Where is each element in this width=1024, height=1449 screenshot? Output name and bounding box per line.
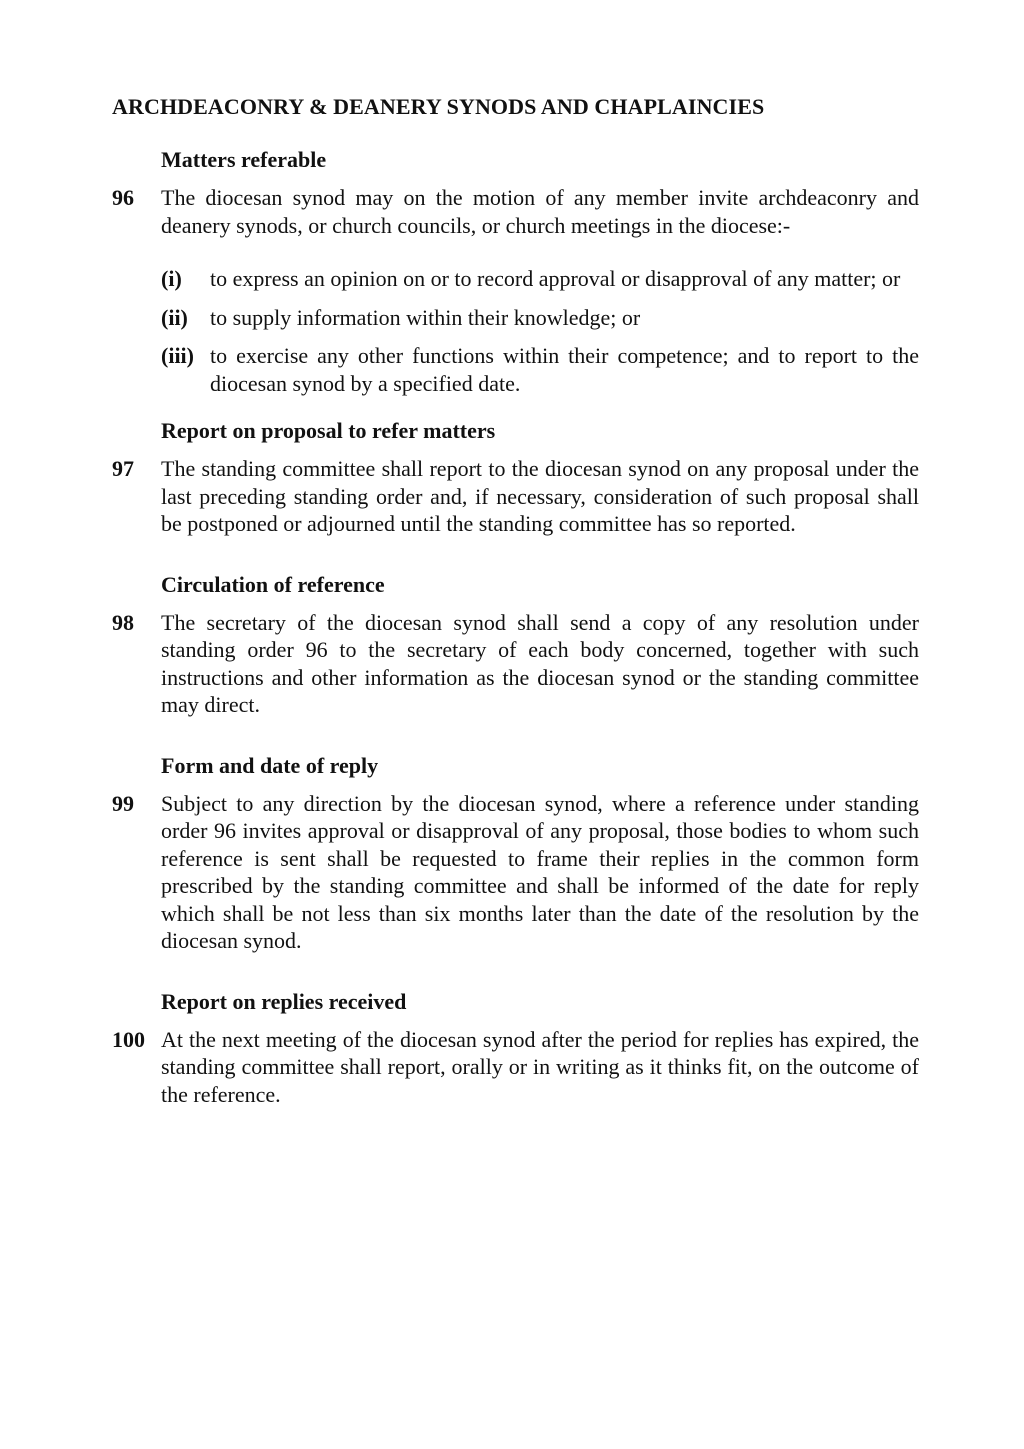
clause-number: 99 <box>112 790 134 816</box>
clause-text: Subject to any direction by the diocesan synod, where a reference under standing order 96 invites approval or disapproval of any proposal, those bodies to whom such reference is sent shall be requested to frame their replies in the common form prescribed by the standing committee and shall be informed of the date for reply which shall be not less than six months later than the date of the resolution by the diocesan synod. <box>161 790 919 953</box>
list-item-label: (i) <box>161 266 182 291</box>
clause <box>112 184 919 239</box>
standing-order-96 <box>112 146 919 397</box>
section-heading: Circulation of reference <box>161 571 385 597</box>
clause <box>112 1026 919 1109</box>
document-page <box>112 93 919 1108</box>
standing-order-100 <box>112 988 919 1109</box>
section-heading: Report on replies received <box>161 988 407 1014</box>
section-heading: Report on proposal to refer matters <box>161 418 496 443</box>
list-item-text: to supply information within their knowledge; or <box>210 304 641 330</box>
list-item <box>161 342 919 397</box>
list-item <box>161 265 919 293</box>
standing-order-98 <box>112 571 919 719</box>
clause <box>112 790 919 955</box>
clause-number: 96 <box>112 185 134 210</box>
standing-order-99 <box>112 752 919 955</box>
clause-text: The secretary of the diocesan synod shall send a copy of any resolution under standing order 96 to the secretary of each body concerned, together with such instructions and other information as the diocesan synod or the standing committee may direct. <box>161 609 919 717</box>
section-heading: Form and date of reply <box>161 752 379 778</box>
standing-order-97 <box>112 417 919 538</box>
clause-number: 97 <box>112 456 134 481</box>
clause-text: The diocesan synod may on the motion of any member invite archdeaconry and deanery synods, or church councils, or church meetings in the diocese:- <box>161 185 919 238</box>
clause-number: 98 <box>112 609 134 635</box>
clause-text: At the next meeting of the diocesan synod after the period for replies has expired, the standing committee shall report, orally or in writing as it thinks fit, on the outcome of the reference. <box>161 1026 919 1107</box>
clause <box>112 455 919 538</box>
list-item-label: (iii) <box>161 343 194 368</box>
section-heading: Matters referable <box>161 147 327 172</box>
clause-sublist <box>161 265 919 397</box>
document-title: ARCHDEACONRY & DEANERY SYNODS AND CHAPLAINCIES <box>112 94 765 119</box>
list-item-label: (ii) <box>161 304 188 330</box>
clause <box>112 609 919 719</box>
clause-number: 100 <box>112 1026 145 1052</box>
list-item <box>161 304 919 332</box>
clause-text: The standing committee shall report to the diocesan synod on any proposal under the last preceding standing order and, if necessary, consideration of such proposal shall be postponed or adjourned until the standing committee has so reported. <box>161 456 919 536</box>
list-item-text: to express an opinion on or to record approval or disapproval of any matter; or <box>210 266 901 291</box>
list-item-text: to exercise any other functions within their competence; and to report to the diocesan synod by a specified date. <box>210 343 919 396</box>
